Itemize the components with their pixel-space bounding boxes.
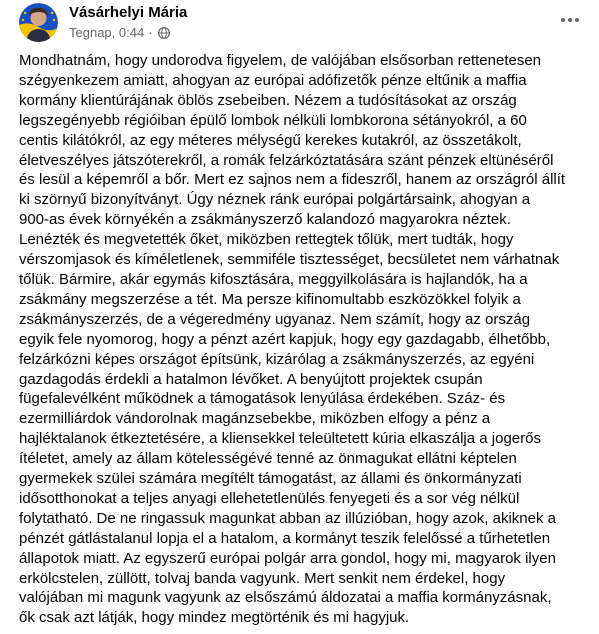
globe-icon: [158, 27, 170, 39]
more-options-icon-dot: [561, 18, 565, 22]
post-meta: [69, 25, 170, 40]
more-options-icon-dot: [575, 18, 579, 22]
post-body-text: Mondhatnám, hogy undorodva figyelem, de valójában elsősorban rettenetesen szégyenkezem amiatt, ahogyan az európai adófizetők pénze eltűnik a maffia kormány klientúrájának öblös zsebeiben. Nézem a tudósításokat az ország legszegényebb régióiban épülő lombok nélküli lombkorona sétányokról, a 60 centis kilátókról, az egy méteres mélységű kerekes kutakról, az összetákolt, életveszélyes játszóterekről, a romák felzárkóztatására szánt pénzek eltünéséről és lesül a képemről a bőr. Mert ez sajnos nem a fideszről, hanem az országról állít ki szörnyű bizonyítványt. Úgy néznek ránk európai polgártársaink, ahogyan a 900-as évek környékén a zsákmányszerző kalandozó magyarokra néztek. Lenézték és megvetették őket, miközben rettegtek tőlük, mert tudták, hogy vérszomjasok és kíméletlenek, semmiféle tisztességet, becsületet nem várhatnak tőlük. Bármire, akár egymás kifosztására, meggyilkolására is hajlandók, ha a zsákmány megszerzése a tét. Ma persze kifinomultabb eszközökkel folyik a zsákmányszerzés, de a végeredmény ugyanaz. Nem számít, hogy az ország egyik fele nyomorog, hogy a pénzt azért kapjuk, hogy egy gazdagabb, élhetőbb, felzárkózni képes országot építsünk, kizárólag a zsákmányszerzés, az egyéni gazdagodás érdekli a hatalmon lévőket. A benyújtott projektek csupán fügefalevélként működnek a támogatások lenyúlása érdekében. Száz- és ezermilliárdok vándorolnak magánzsebekbe, miközben elfogy a pénz a hajléktalanok étkeztetésére, a kliensekkel teleültetett kúria elkaszálja a jogerős ítéletet, amely az állam kötelességévé tenné az önmagukat ellátni képtelen gyermekek szülei számára megítélt támogatást, az állami és önkormányzati idősotthonokat a teljes anyagi ellehetetlenülés fenyegeti és a sor vég nélkül folytatható. De ne ringassuk magunkat abban az illúzióban, hogy azok, akiknek a pénzét gátlástalanul lopja el a hatalom, a kormányt teszik felelőssé a tűrhetetlen állapotok miatt. Az egyszerű európai polgár arra gondol, hogy mi, magyarok ilyen erkölcstelen, züllött, tolvaj banda vagyunk. Mert senkit nem érdekel, hogy valójában mi magunk vagyunk az elsőszámú áldozatai a maffia kormányzásnak, ők csak azt látják, hogy mindez megtörténik és mi hagyjuk.: [19, 52, 566, 627]
avatar[interactable]: [19, 3, 58, 42]
post-header: [0, 0, 599, 46]
post-timestamp[interactable]: Tegnap, 0:44: [69, 25, 145, 40]
author-name[interactable]: Vásárhelyi Mária: [69, 4, 188, 21]
meta-separator: ·: [148, 25, 153, 40]
more-options-icon-dot: [568, 18, 572, 22]
avatar-image: [19, 3, 58, 42]
more-options-button[interactable]: [557, 10, 583, 30]
